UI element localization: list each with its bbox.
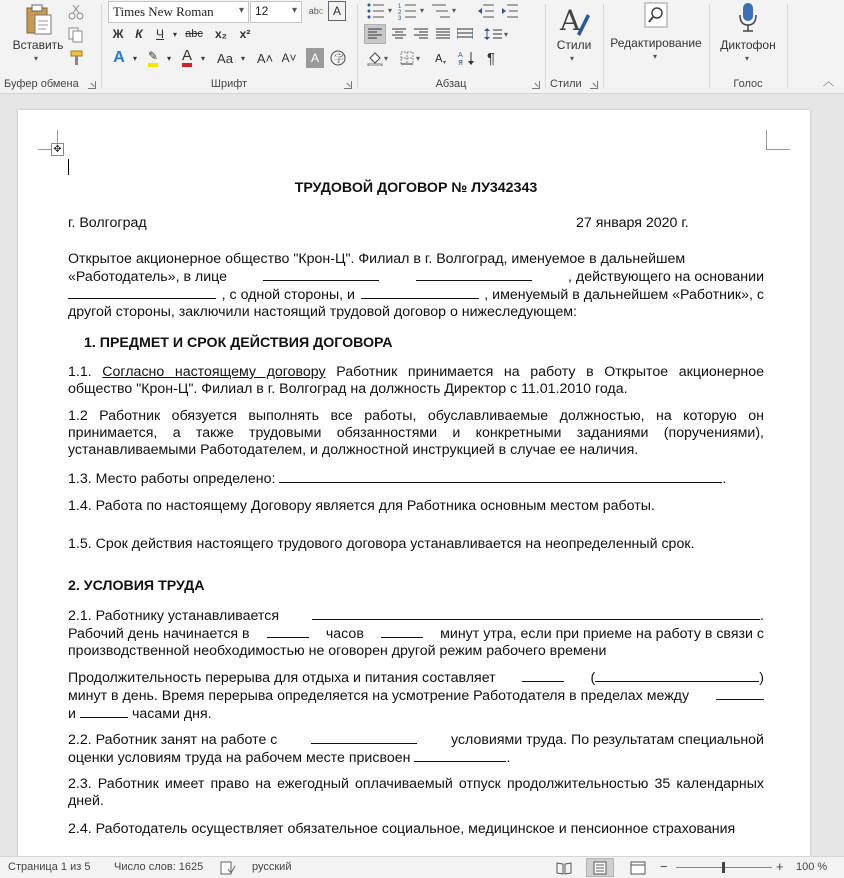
underline-button[interactable]: Ч: [156, 27, 164, 41]
svg-text:▾: ▾: [420, 6, 425, 15]
voice-group-label: Голос: [733, 78, 763, 90]
word-count[interactable]: Число слов: 1625: [114, 861, 204, 873]
dictate-button[interactable]: [714, 2, 782, 68]
break-text-a: Продолжительность перерыва для отдыха и питания составляет: [68, 670, 496, 686]
paragraph-group: [358, 0, 544, 94]
document-title: ТРУДОВОЙ ДОГОВОР № ЛУ342343: [294, 180, 538, 196]
language[interactable]: русский: [252, 861, 292, 873]
font-name-value: Times New Roman: [113, 4, 214, 19]
change-case-button[interactable]: Aa: [217, 50, 233, 66]
intro-line-2a: «Работодатель», в лице: [68, 269, 227, 285]
document-page[interactable]: [18, 110, 810, 856]
paste-dropdown-icon[interactable]: ▾: [34, 54, 39, 63]
intro-line-3a: , с одной стороны, и: [221, 287, 355, 303]
styles-icon: [557, 4, 591, 38]
chevron-down-icon: ▾: [570, 54, 575, 63]
svg-text:1: 1: [398, 4, 402, 10]
italic-button[interactable]: К: [135, 27, 143, 41]
microphone-icon: [737, 2, 759, 34]
paragraph-1-4: 1.4. Работа по настоящему Договору является для Работника основным местом работы.: [68, 498, 655, 514]
styles-launcher-icon[interactable]: [590, 81, 598, 89]
cut-icon[interactable]: [68, 4, 84, 20]
city-date-line: [68, 215, 764, 232]
distributed-button[interactable]: [454, 24, 476, 44]
ribbon: [0, 0, 844, 94]
numbering-icon[interactable]: [398, 2, 428, 20]
proofing-icon[interactable]: [220, 861, 236, 875]
align-center-icon: [392, 28, 406, 40]
p1-1-text: Работник принимается на работу в Открытое акционерное общество "Крон-Ц". Филиал в г. Волгоград на должность Директор с 11.01.2010 года.: [68, 364, 765, 397]
clipboard-group: [0, 0, 100, 94]
highlight-icon: ✎: [148, 49, 158, 67]
editing-button[interactable]: [606, 2, 706, 68]
paragraph-group-label: Абзац: [435, 78, 467, 90]
font-launcher-icon[interactable]: [344, 81, 352, 89]
justify-icon: [436, 28, 450, 40]
svg-text:▾: ▾: [443, 60, 447, 66]
styles-group-label: Стили: [550, 78, 582, 90]
p1-3-text: 1.3. Место работы определено:: [68, 471, 276, 487]
enclosed-char-icon: [330, 50, 346, 66]
bullets-icon[interactable]: [366, 2, 396, 20]
blank-field[interactable]: [381, 625, 423, 638]
intro-line-1: Открытое акционерное общество "Крон-Ц". Филиал в г. Волгоград, именуемое в дальнейшем: [68, 251, 686, 267]
chevron-down-icon[interactable]: ▾: [240, 53, 245, 63]
p2-1-text-e: производственной необходимостью не оговорен другой режим рабочего времени: [68, 643, 607, 659]
blank-field[interactable]: [68, 286, 216, 299]
enclosed-char-button[interactable]: [328, 48, 348, 68]
chevron-down-icon[interactable]: ▾: [132, 53, 137, 63]
blank-field[interactable]: [716, 687, 764, 700]
p2-1-text-b: Рабочий день начинается в: [68, 626, 250, 642]
shading-button[interactable]: [364, 48, 394, 68]
p2-2-text-b: условиями труда. По результатам специальной: [451, 732, 764, 748]
p1-1-number: 1.1.: [68, 364, 92, 380]
font-name-select[interactable]: [108, 1, 249, 23]
svg-text:▾: ▾: [384, 54, 389, 63]
break-paragraph: Продолжительность перерыва для отдыха и питания составляет ( ) минут в день. Время перерыва определяется на усмотрение Работодателя в пределах между и часами дня.: [68, 670, 764, 722]
line-spacing-icon: [484, 27, 510, 41]
zoom-level[interactable]: 100 %: [796, 861, 828, 873]
grow-font-button[interactable]: A˄: [256, 50, 274, 66]
styles-label: Стили: [556, 38, 592, 52]
p2-1-text-d: минут утра, если при приеме на работу в связи с: [440, 626, 764, 642]
p1-1-link[interactable]: Согласно настоящему договору: [102, 364, 326, 380]
strikethrough-button[interactable]: abc: [185, 28, 203, 40]
text-effects-button[interactable]: A: [113, 49, 125, 66]
svg-text:▾: ▾: [388, 6, 393, 15]
svg-text:Я: Я: [458, 59, 463, 66]
justify-button[interactable]: [432, 24, 454, 44]
search-icon: [644, 2, 668, 28]
font-size-select[interactable]: [250, 1, 302, 23]
blank-field[interactable]: [279, 470, 722, 483]
sort-button[interactable]: [456, 48, 478, 68]
status-bar: [0, 856, 844, 878]
paste-button[interactable]: [10, 4, 66, 64]
paragraph-2-3: 2.3. Работник имеет право на ежегодный оплачиваемый отпуск продолжительностью 35 календарных дней.: [68, 776, 764, 809]
editing-label: Редактирование: [610, 36, 702, 50]
underline-dropdown-icon[interactable]: ▾: [172, 29, 177, 39]
break-text-b: минут в день. Время перерыва определяется на усмотрение Работодателя в пределах между: [68, 688, 690, 704]
blank-field[interactable]: [312, 607, 760, 620]
chinese-layout-icon: [434, 50, 450, 66]
break-text-c: и: [68, 706, 76, 722]
distributed-icon: [457, 28, 473, 40]
font-group: [102, 0, 356, 94]
align-center-button[interactable]: [388, 24, 410, 44]
collapse-ribbon-icon[interactable]: ︿: [823, 76, 834, 88]
svg-text:3: 3: [398, 16, 402, 20]
zoom-out-button[interactable]: −: [660, 859, 668, 874]
blank-field[interactable]: [267, 625, 309, 638]
intro-paragraph: [68, 251, 764, 321]
separator: [787, 4, 788, 88]
blank-field[interactable]: [522, 669, 564, 682]
table-move-icon[interactable]: ✥: [51, 143, 64, 156]
align-left-button[interactable]: [364, 24, 386, 44]
clear-formatting-button[interactable]: ab c: [308, 6, 324, 16]
zoom-in-button[interactable]: +: [776, 859, 784, 874]
clipboard-group-label: Буфер обмена: [4, 78, 79, 90]
align-left-icon: [368, 28, 382, 40]
chinese-layout-button[interactable]: [432, 48, 452, 68]
voice-group: [710, 0, 786, 94]
svg-text:A: A: [458, 51, 463, 59]
font-group-label: Шрифт: [210, 78, 248, 90]
intro-line-3b: , именуемый в дальнейшем «Работник», с: [484, 287, 764, 303]
print-layout-button[interactable]: [586, 858, 614, 877]
paint-bucket-icon: [366, 50, 392, 66]
dictate-label: Диктофон: [720, 38, 776, 52]
paragraph-2-2: 2.2. Работник занят на работе с условиями труда. По результатам специальной оценки условиям труда на рабочем месте присвоен .: [68, 732, 764, 766]
editing-group: [604, 0, 708, 94]
p2-2-text-a: 2.2. Работник занят на работе с: [68, 732, 278, 748]
svg-text:A: A: [560, 4, 581, 37]
chevron-down-icon: ▾: [291, 5, 297, 16]
p2-2-text-c: оценки условиям труда на рабочем месте присвоен: [68, 750, 411, 766]
styles-button[interactable]: [550, 2, 598, 68]
section-1-heading: 1. ПРЕДМЕТ И СРОК ДЕЙСТВИЯ ДОГОВОРА: [84, 335, 393, 351]
p2-1-text-a: 2.1. Работнику устанавливается: [68, 608, 280, 624]
web-layout-icon[interactable]: [630, 861, 646, 875]
paste-label: Вставить: [12, 38, 64, 52]
margin-corner: [766, 130, 790, 150]
svg-text:字: 字: [334, 54, 344, 65]
line-spacing-button[interactable]: [482, 24, 512, 44]
print-layout-icon: [593, 861, 607, 875]
chevron-down-icon: ▾: [653, 52, 658, 61]
svg-text:▾: ▾: [416, 54, 421, 63]
shrink-font-button[interactable]: A˅: [281, 51, 297, 65]
read-mode-icon[interactable]: [556, 861, 572, 875]
svg-text:2: 2: [398, 10, 402, 16]
sort-icon: [458, 50, 476, 66]
align-right-button[interactable]: [410, 24, 432, 44]
zoom-slider[interactable]: [676, 867, 772, 868]
chevron-down-icon: ▾: [745, 54, 750, 63]
blank-field[interactable]: [311, 731, 417, 744]
multilevel-list-icon[interactable]: [430, 2, 460, 20]
borders-button[interactable]: [398, 48, 428, 68]
paragraph-1-5: 1.5. Срок действия настоящего трудового договора устанавливается на неопределенный срок.: [68, 536, 695, 552]
blank-field[interactable]: [361, 286, 479, 299]
intro-line-2b: , действующего на основании: [568, 269, 764, 285]
paragraph-1-3: 1.3. Место работы определено: .: [68, 471, 727, 487]
page-count[interactable]: Страница 1 из 5: [8, 861, 91, 873]
blank-field[interactable]: [80, 705, 128, 718]
blank-field[interactable]: [416, 268, 532, 281]
zoom-slider-thumb[interactable]: [722, 862, 725, 873]
city: г. Волгоград: [68, 215, 147, 231]
copy-icon[interactable]: [68, 27, 84, 43]
p2-1-text-c: часов: [325, 626, 364, 642]
font-size-value: 12: [255, 4, 269, 18]
text-cursor: [68, 159, 69, 175]
borders-icon: [400, 50, 426, 66]
subscript-button[interactable]: x₂: [214, 27, 227, 41]
chevron-down-icon: ▾: [238, 5, 244, 16]
svg-text:▾: ▾: [504, 30, 509, 39]
blank-field[interactable]: [595, 669, 759, 682]
clipboard-launcher-icon[interactable]: [88, 81, 96, 89]
char-border-button[interactable]: A: [328, 1, 346, 21]
paragraph-2-4: 2.4. Работодатель осуществляет обязательное социальное, медицинское и пенсионное страхования: [68, 821, 736, 837]
char-shading-button[interactable]: A: [306, 48, 324, 68]
highlight-button[interactable]: [142, 48, 164, 68]
font-color-icon: A: [182, 49, 192, 67]
decrease-indent-icon[interactable]: [476, 2, 496, 20]
paragraph-1-1: [68, 364, 764, 398]
chevron-down-icon[interactable]: ▾: [200, 53, 205, 63]
paragraph-2-1: 2.1. Работнику устанавливается . Рабочий день начинается в часов минут утра, если при приеме на работу в связи с производственной необходимостью не оговорен другой режим рабочего времени: [68, 608, 764, 659]
styles-group: [546, 0, 602, 94]
superscript-button[interactable]: x²: [239, 27, 251, 41]
font-color-button[interactable]: [176, 48, 198, 68]
format-painter-icon[interactable]: [68, 50, 84, 66]
paragraph-1-2: 1.2 Работник обязуется выполнять все работы, обуславливаемые должностью, на которую он принимается, а также трудовыми обязанностями и конкретными заданиями (поручениями), устанавливаемыми Работодателем, и должностной инструкцией в случае ее наличия.: [68, 408, 764, 458]
section-2-heading: 2. УСЛОВИЯ ТРУДА: [68, 578, 205, 594]
show-marks-button[interactable]: ¶: [486, 49, 496, 67]
blank-field[interactable]: [414, 749, 506, 762]
svg-text:▾: ▾: [452, 6, 457, 15]
break-text-d: часами дня.: [131, 706, 212, 722]
paste-icon: [24, 4, 54, 36]
bold-button[interactable]: Ж: [112, 27, 124, 41]
intro-line-4: другой стороны, заключили настоящий трудовой договор о нижеследующем:: [68, 304, 577, 320]
paragraph-launcher-icon[interactable]: [532, 81, 540, 89]
document-area: [0, 94, 844, 856]
chevron-down-icon[interactable]: ▾: [166, 53, 171, 63]
date: 27 января 2020 г.: [576, 215, 689, 231]
blank-field[interactable]: [263, 268, 379, 281]
svg-text:A: A: [435, 52, 443, 65]
align-right-icon: [414, 28, 428, 40]
increase-indent-icon[interactable]: [500, 2, 520, 20]
